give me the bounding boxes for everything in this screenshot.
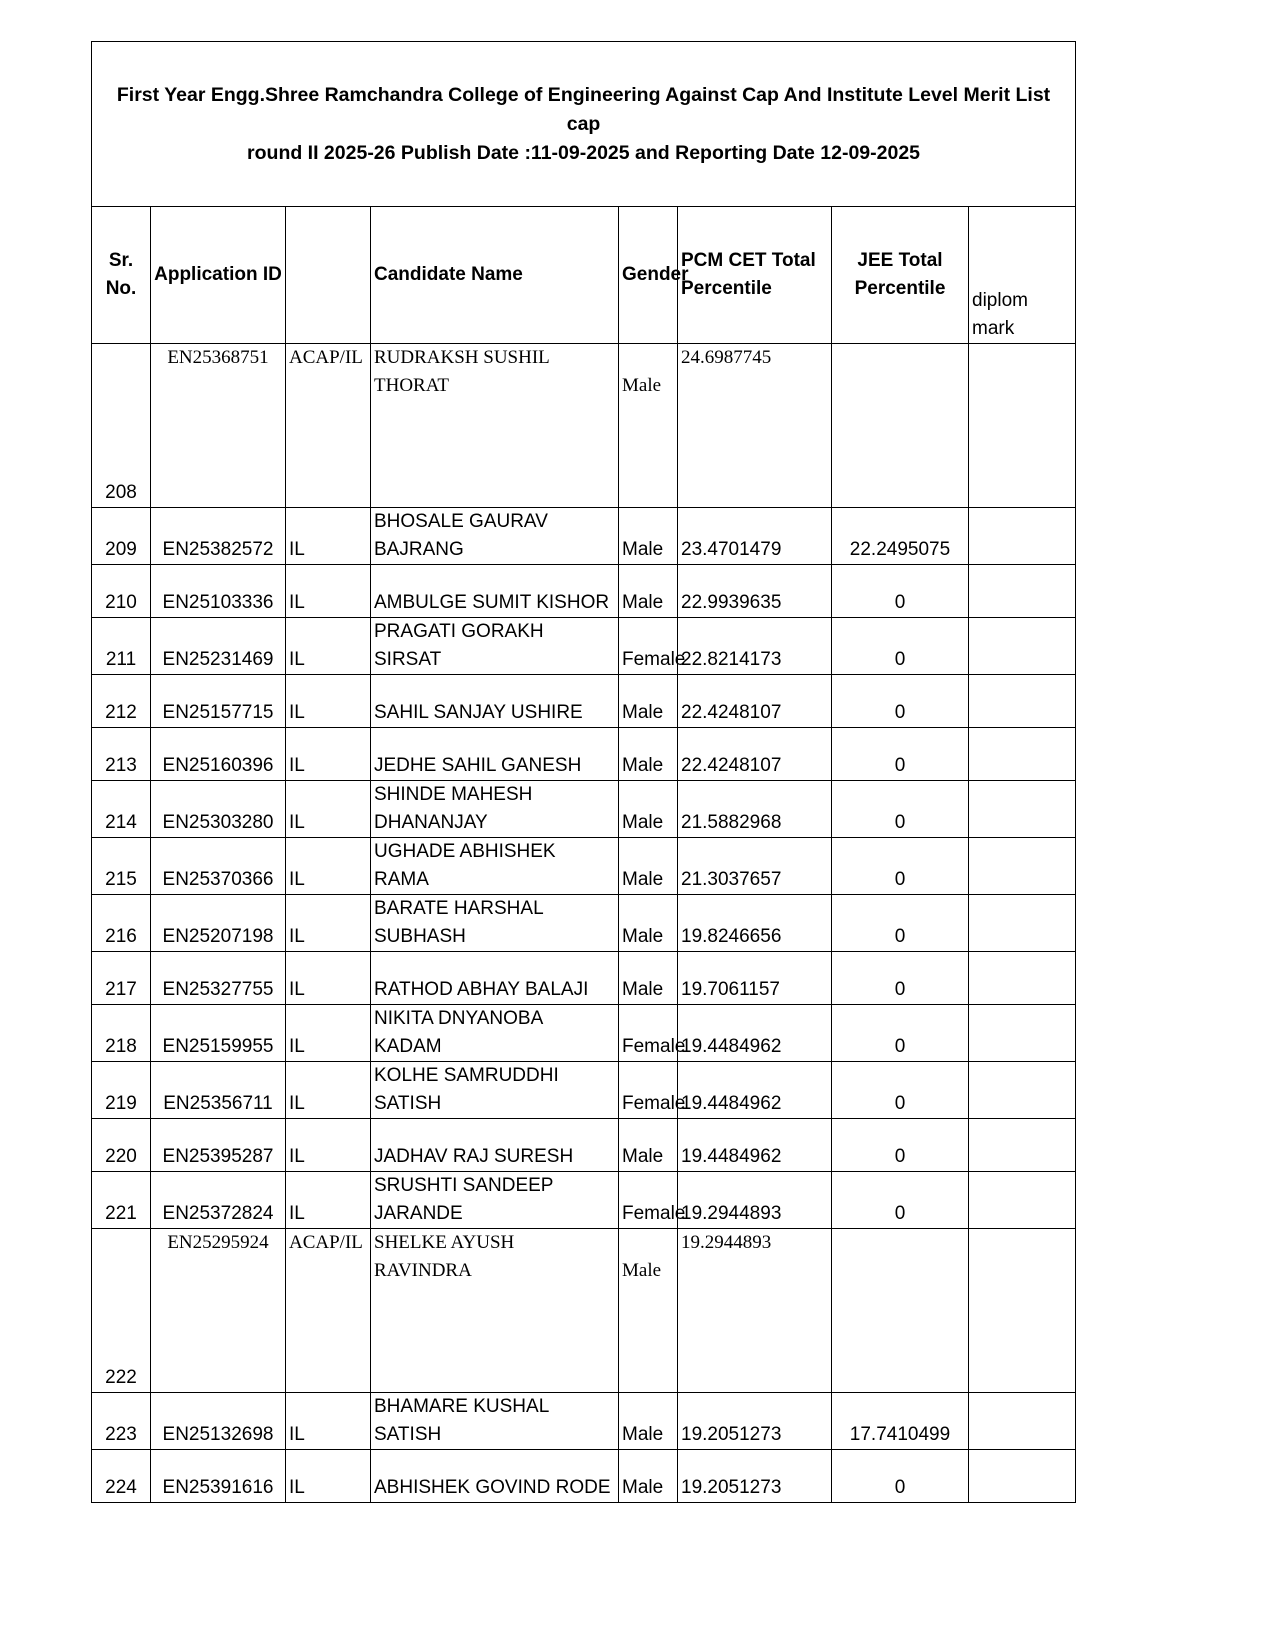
cell-diploma: [969, 895, 1076, 952]
cell-application-id: EN25295924: [151, 1229, 286, 1393]
merit-list-sheet: [91, 41, 1075, 1503]
cell-application-id: EN25103336: [151, 565, 286, 618]
cell-pcm-cet: 19.2944893: [678, 1229, 832, 1393]
cell-application-id: EN25157715: [151, 675, 286, 728]
cell-pcm-cet: 19.4484962: [678, 1119, 832, 1172]
cell-type: IL: [286, 1172, 371, 1229]
cell-sr-no: 223: [92, 1393, 151, 1450]
table-row: [92, 952, 1076, 1005]
cell-type: IL: [286, 1062, 371, 1119]
cell-application-id: EN25327755: [151, 952, 286, 1005]
cell-application-id: EN25368751: [151, 344, 286, 508]
cell-gender: Male: [619, 728, 678, 781]
cell-gender: Female: [619, 1172, 678, 1229]
cell-sr-no: 224: [92, 1450, 151, 1503]
cell-jee: 0: [832, 1172, 969, 1229]
cell-type: ACAP/IL: [286, 1229, 371, 1393]
cell-application-id: EN25132698: [151, 1393, 286, 1450]
cell-gender: Female: [619, 1062, 678, 1119]
cell-sr-no: 213: [92, 728, 151, 781]
cell-gender: Male: [619, 675, 678, 728]
header-gender: Gender: [619, 207, 678, 344]
cell-sr-no: 209: [92, 508, 151, 565]
cell-type: IL: [286, 728, 371, 781]
cell-diploma: [969, 728, 1076, 781]
cell-sr-no: 214: [92, 781, 151, 838]
cell-jee: 0: [832, 675, 969, 728]
table-row: [92, 1005, 1076, 1062]
cell-gender: Male: [619, 565, 678, 618]
cell-pcm-cet: 19.7061157: [678, 952, 832, 1005]
cell-diploma: [969, 1172, 1076, 1229]
cell-candidate-name: NIKITA DNYANOBA KADAM: [371, 1005, 619, 1062]
cell-candidate-name: BARATE HARSHAL SUBHASH: [371, 895, 619, 952]
cell-gender: Male: [619, 344, 678, 508]
header-pcm-cet: PCM CET Total Percentile: [678, 207, 832, 344]
cell-diploma: [969, 1393, 1076, 1450]
header-type: [286, 207, 371, 344]
cell-gender: Male: [619, 1119, 678, 1172]
table-row: [92, 1450, 1076, 1503]
cell-type: IL: [286, 895, 371, 952]
title-line-1: First Year Engg.Shree Ramchandra College of Engineering Against Cap And Institute Level Merit List cap: [116, 83, 1051, 135]
cell-type: IL: [286, 508, 371, 565]
cell-jee: 22.2495075: [832, 508, 969, 565]
cell-diploma: [969, 344, 1076, 508]
cell-jee: 0: [832, 618, 969, 675]
cell-gender: Male: [619, 838, 678, 895]
table-row: [92, 344, 1076, 508]
cell-sr-no: 211: [92, 618, 151, 675]
cell-diploma: [969, 508, 1076, 565]
cell-diploma: [969, 1062, 1076, 1119]
cell-diploma: [969, 1229, 1076, 1393]
cell-application-id: EN25159955: [151, 1005, 286, 1062]
cell-candidate-name: JEDHE SAHIL GANESH: [371, 728, 619, 781]
cell-diploma: [969, 565, 1076, 618]
title-line-2: round II 2025-26 Publish Date :11-09-2025 and Reporting Date 12-09-2025: [247, 141, 921, 164]
table-row: [92, 618, 1076, 675]
cell-candidate-name: ABHISHEK GOVIND RODE: [371, 1450, 619, 1503]
cell-sr-no: 215: [92, 838, 151, 895]
table-row: [92, 895, 1076, 952]
cell-pcm-cet: 19.8246656: [678, 895, 832, 952]
cell-pcm-cet: 22.4248107: [678, 675, 832, 728]
cell-candidate-name: JADHAV RAJ SURESH: [371, 1119, 619, 1172]
cell-candidate-name: UGHADE ABHISHEK RAMA: [371, 838, 619, 895]
cell-jee: 0: [832, 895, 969, 952]
cell-gender: Male: [619, 1229, 678, 1393]
cell-jee: [832, 1229, 969, 1393]
cell-candidate-name: SHINDE MAHESH DHANANJAY: [371, 781, 619, 838]
cell-jee: 0: [832, 1119, 969, 1172]
cell-type: IL: [286, 675, 371, 728]
cell-sr-no: 210: [92, 565, 151, 618]
cell-jee: [832, 344, 969, 508]
cell-sr-no: 221: [92, 1172, 151, 1229]
cell-candidate-name: RATHOD ABHAY BALAJI: [371, 952, 619, 1005]
cell-gender: Male: [619, 895, 678, 952]
cell-gender: Female: [619, 618, 678, 675]
cell-application-id: EN25395287: [151, 1119, 286, 1172]
cell-sr-no: 212: [92, 675, 151, 728]
cell-candidate-name: SHELKE AYUSH RAVINDRA: [371, 1229, 619, 1393]
header-candidate-name: Candidate Name: [371, 207, 619, 344]
cell-type: IL: [286, 1005, 371, 1062]
cell-jee: 0: [832, 1005, 969, 1062]
cell-candidate-name: PRAGATI GORAKH SIRSAT: [371, 618, 619, 675]
cell-candidate-name: BHOSALE GAURAV BAJRANG: [371, 508, 619, 565]
cell-candidate-name: BHAMARE KUSHAL SATISH: [371, 1393, 619, 1450]
cell-gender: Male: [619, 1450, 678, 1503]
cell-application-id: EN25382572: [151, 508, 286, 565]
cell-diploma: [969, 838, 1076, 895]
cell-gender: Male: [619, 781, 678, 838]
cell-pcm-cet: 22.9939635: [678, 565, 832, 618]
cell-sr-no: 218: [92, 1005, 151, 1062]
cell-jee: 0: [832, 838, 969, 895]
cell-type: IL: [286, 952, 371, 1005]
cell-application-id: EN25391616: [151, 1450, 286, 1503]
cell-type: IL: [286, 1450, 371, 1503]
cell-pcm-cet: 19.4484962: [678, 1005, 832, 1062]
cell-application-id: EN25356711: [151, 1062, 286, 1119]
cell-application-id: EN25370366: [151, 838, 286, 895]
table-row: [92, 838, 1076, 895]
cell-pcm-cet: 19.2051273: [678, 1450, 832, 1503]
cell-pcm-cet: 19.4484962: [678, 1062, 832, 1119]
cell-type: IL: [286, 565, 371, 618]
table-body: [92, 344, 1076, 1503]
table-row: [92, 565, 1076, 618]
table-row: [92, 675, 1076, 728]
cell-jee: 0: [832, 728, 969, 781]
header-application-id: Application ID: [151, 207, 286, 344]
cell-type: ACAP/IL: [286, 344, 371, 508]
cell-gender: Female: [619, 1005, 678, 1062]
cell-sr-no: 220: [92, 1119, 151, 1172]
cell-diploma: [969, 1119, 1076, 1172]
document-title: [92, 42, 1076, 207]
cell-candidate-name: KOLHE SAMRUDDHI SATISH: [371, 1062, 619, 1119]
header-diploma: diplom mark: [969, 207, 1076, 344]
cell-pcm-cet: 22.8214173: [678, 618, 832, 675]
cell-jee: 0: [832, 952, 969, 1005]
cell-type: IL: [286, 1119, 371, 1172]
cell-application-id: EN25160396: [151, 728, 286, 781]
cell-diploma: [969, 781, 1076, 838]
cell-sr-no: 222: [92, 1229, 151, 1393]
cell-type: IL: [286, 838, 371, 895]
table-row: [92, 1062, 1076, 1119]
cell-candidate-name: AMBULGE SUMIT KISHOR: [371, 565, 619, 618]
cell-jee: 0: [832, 781, 969, 838]
cell-gender: Male: [619, 952, 678, 1005]
cell-gender: Male: [619, 1393, 678, 1450]
cell-pcm-cet: 19.2944893: [678, 1172, 832, 1229]
merit-list-table: [91, 41, 1076, 1503]
cell-jee: 0: [832, 1450, 969, 1503]
cell-candidate-name: SAHIL SANJAY USHIRE: [371, 675, 619, 728]
cell-application-id: EN25372824: [151, 1172, 286, 1229]
cell-jee: 17.7410499: [832, 1393, 969, 1450]
cell-diploma: [969, 1450, 1076, 1503]
cell-pcm-cet: 23.4701479: [678, 508, 832, 565]
table-row: [92, 1119, 1076, 1172]
cell-application-id: EN25231469: [151, 618, 286, 675]
cell-pcm-cet: 21.5882968: [678, 781, 832, 838]
header-sr-no: Sr. No.: [92, 207, 151, 344]
cell-jee: 0: [832, 565, 969, 618]
cell-pcm-cet: 22.4248107: [678, 728, 832, 781]
cell-candidate-name: RUDRAKSH SUSHIL THORAT: [371, 344, 619, 508]
cell-application-id: EN25303280: [151, 781, 286, 838]
cell-pcm-cet: 19.2051273: [678, 1393, 832, 1450]
cell-type: IL: [286, 1393, 371, 1450]
cell-type: IL: [286, 781, 371, 838]
cell-sr-no: 216: [92, 895, 151, 952]
table-row: [92, 1393, 1076, 1450]
table-header-row: [92, 207, 1076, 344]
table-row: [92, 1229, 1076, 1393]
cell-sr-no: 219: [92, 1062, 151, 1119]
cell-pcm-cet: 21.3037657: [678, 838, 832, 895]
cell-diploma: [969, 952, 1076, 1005]
cell-jee: 0: [832, 1062, 969, 1119]
cell-pcm-cet: 24.6987745: [678, 344, 832, 508]
table-row: [92, 728, 1076, 781]
cell-sr-no: 217: [92, 952, 151, 1005]
table-row: [92, 508, 1076, 565]
cell-application-id: EN25207198: [151, 895, 286, 952]
table-row: [92, 1172, 1076, 1229]
table-row: [92, 781, 1076, 838]
cell-type: IL: [286, 618, 371, 675]
cell-diploma: [969, 1005, 1076, 1062]
cell-diploma: [969, 675, 1076, 728]
header-jee: JEE Total Percentile: [832, 207, 969, 344]
cell-sr-no: 208: [92, 344, 151, 508]
cell-diploma: [969, 618, 1076, 675]
cell-gender: Male: [619, 508, 678, 565]
cell-candidate-name: SRUSHTI SANDEEP JARANDE: [371, 1172, 619, 1229]
